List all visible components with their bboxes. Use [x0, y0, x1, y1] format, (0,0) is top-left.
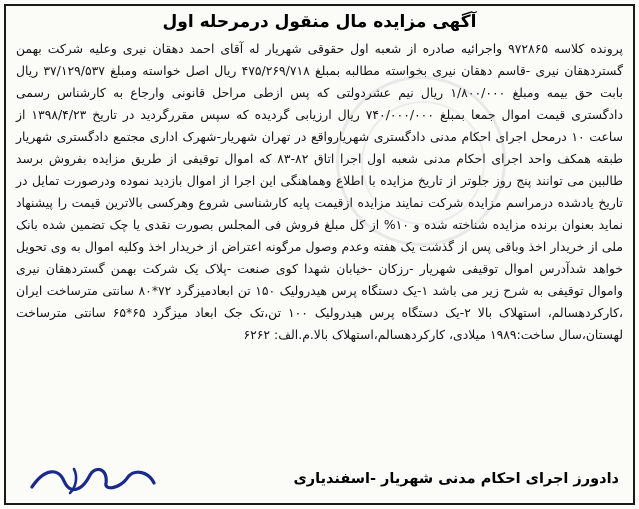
handwritten-mark-icon [24, 457, 164, 497]
notice-title: آگهی مزایده مال منقول درمرحله اول [162, 12, 477, 32]
notice-frame [4, 4, 635, 505]
notice-body: پرونده کلاسه ۹۷۲۸۶۵ واجرائیه صادره از شعبه اول حقوقی شهریار له آقای احمد دهقان نیری وعلیه شرکت بهمن گستردهقان نیری -قاسم دهقان نیری بخواسته مطالبه بمبلغ ۴۷۵/۲۶۹/۷۱۸ ریال اصل خواسته ومبلغ ۳۷/۱۲۹/۵۳۷ ریال بابت حق بیمه ومبلغ ۱/۸۰۰/۰۰۰ ریال نیم عشردولتی که پس ازطی مراحل قانونی وارجاع به کارشناس رسمی دادگستری قیمت اموال جمعا بمبلغ ۷۴۰/۰۰۰/۰۰۰ ریال ارزیابی گردیده که سپس مقررگردید در تاریخ ۱۳۹۸/۴/۲۳ از ساعت ۱۰ درمحل اجرای احکام مدنی دادگستری شهریارواقع در تهران شهریار-شهرک اداری مجتمع دادگستری شهریار طبقه همکف واحد اجرای احکام مدنی شعبه اول اجرا اتاق ۸۲-۸۳ که اموال توقیفی از طریق مزایده بفروش برسد طالبین می توانند پنج روز جلوتر از تاریخ مزایده با اطلاع وهماهنگی این اجرا از اموال بازدید نموده ودرصورت تمایل در تاریخ یادشده درمراسم مزایده شرکت نمایند مزایده ازقیمت پایه کارشناسی شروع وهرکسی بالاترین قیمت را پیشنهاد نماید بعنوان برنده مزایده شناخته شده و ۱۰% از کل مبلغ فروش فی المجلس بصورت نقدی یا چک تضمین شده بانک ملی از خریدار اخذ وباقی پس از گذشت یک هفته وعدم وصول مرگونه اعتراض از خریدار اخذ وکلیه اموال به وی تحویل خواهد شدآدرس اموال توقیفی شهریار -رزکان -خیابان شهدا کوی صنعت -پلاک یک شرکت بهمن گستردهقان نیری واموال توقیفی به شرح زیر می باشد ۱-یک دستگاه پرس هیدرولیک ۱۵۰ تن ابعادمیزگرد ۷۲*۸۰ سانتی مترساخت ایران ،کارکردهسالم، استهلاک بالا ۲-یک دستگاه پرس هیدرولیک ۱۰۰ تن،تک جک ابعاد میزگرد ۶۵*۶۵ سانتی مترساخت لهستان،سال ساخت:۱۹۸۹ میلادی، کارکردهسالم،استهلاک بالا.م.الف: ۶۲۶۲ [16, 41, 624, 342]
notice-signature: دادورز اجرای احکام مدنی شهریار -اسفندیاری [293, 471, 619, 487]
